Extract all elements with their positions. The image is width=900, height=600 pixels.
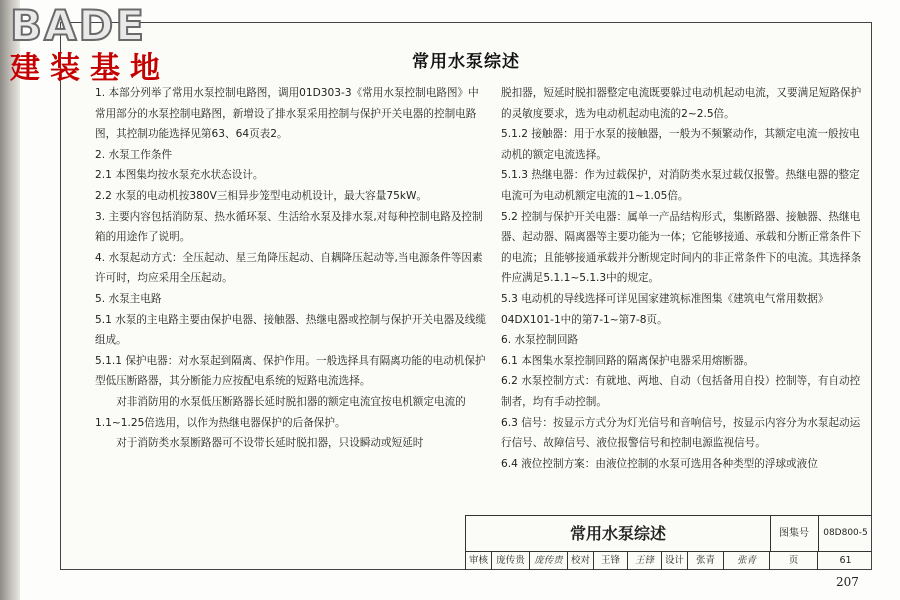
- paragraph: 对非消防用的水泵低压断路器长延时脱扣器的额定电流宜按电机额定电流的1.1~1.25倍选用，以作为热继电器保护的后备保护。: [95, 395, 466, 429]
- paragraph: 1. 本部分列举了常用水泵控制电路图，调用01D303-3《常用水泵控制电路图》中常用部分的水泵控制电路图，新增设了排水泵采用控制与保护开关电器的控制电路图，其控制功能选择见第63、64页表2。: [95, 87, 479, 141]
- paragraph: 6.2 水泵控制方式：有就地、两地、自动（包括备用自投）控制等，有自动控制者，均有手动控制。: [501, 375, 861, 408]
- atlas-number-label: 图集号: [770, 516, 819, 551]
- page-label: 页: [770, 552, 818, 570]
- reviewer-signature: 庞传贵: [530, 552, 568, 570]
- paragraph: 5.1 水泵的主电路主要由保护电器、接触器、热继电器或控制与保护开关电器及线缆组成。: [95, 313, 486, 347]
- paragraph: 2.2 水泵的电动机按380V三相异步笼型电动机设计，最大容量75kW。: [95, 189, 428, 202]
- paragraph: 5.1.3 热继电器：作为过载保护，对消防类水泵过载仅报警。热继电器的整定电流可为电动机额定电流的1~1.05倍。: [501, 169, 860, 202]
- paragraph: 对于消防类水泵断路器可不设带长延时脱扣器，只设瞬动或短延时: [116, 437, 424, 450]
- document-sheet: [60, 22, 872, 570]
- paragraph: 脱扣器，短延时脱扣器整定电流既要躲过电动机起动电流，又要满足短路保护的灵敏度要求，选为电动机起动电流的2~2.5倍。: [501, 87, 862, 120]
- paragraph: 5.1.2 接触器：用于水泵的接触器，一般为不频繁动作，其额定电流一般按电动机的额定电流选择。: [501, 128, 860, 161]
- document-title: 常用水泵综述: [412, 52, 520, 72]
- watermark-brand-en: BADE: [10, 1, 147, 50]
- check-label: 校对: [568, 552, 594, 570]
- left-text-column: [95, 83, 489, 454]
- paragraph: 2. 水泵工作条件: [95, 148, 173, 161]
- paragraph: 3. 主要内容包括消防泵、热水循环泵、生活给水泵及排水泵,对每种控制电路及控制箱的用途作了说明。: [95, 210, 483, 244]
- paragraph: 6.1 本图集水泵控制回路的隔离保护电器采用熔断器。: [501, 354, 755, 367]
- paragraph: 5.2 控制与保护开关电器：属单一产品结构形式，集断路器、接触器、热继电器、起动器、隔离器等主要功能为一体；它能够接通、承载和分断正常条件下的电流；且能够接通承载并分断规定时间内的非正常条件下的电流。其选择条件应满足5.1.1~5.1.3中的规定。: [501, 210, 862, 285]
- paragraph: 5.3 电动机的导线选择可详见国家建筑标准图集《建筑电气常用数据》04DX101-1中的第7-1~第7-8页。: [501, 292, 829, 326]
- book-page-number: 207: [836, 575, 859, 589]
- designer-signature: 张青: [724, 552, 770, 570]
- paragraph: 5. 水泵主电路: [95, 292, 162, 305]
- drawing-title-block: [465, 515, 872, 570]
- review-label: 审核: [466, 552, 492, 570]
- paragraph: 2.1 本图集均按水泵充水状态设计。: [95, 169, 264, 182]
- paragraph: 4. 水泵起动方式：全压起动、星三角降压起动、自耦降压起动等,当电源条件等因素许可时，均应采用全压起动。: [95, 251, 483, 285]
- checker-signature: 王锋: [628, 552, 662, 570]
- paragraph: 6.4 液位控制方案：由液位控制的水泵可选用各种类型的浮球或液位: [501, 457, 818, 470]
- reviewer-name: 庞传贵: [492, 552, 530, 570]
- book-spine-shadow: [0, 0, 20, 600]
- paragraph: 6.3 信号：按显示方式分为灯光信号和音响信号，按显示内容分为水泵起动运行信号、故障信号、液位报警信号和控制电源监视信号。: [501, 416, 861, 450]
- paragraph: 5.1.1 保护电器：对水泵起到隔离、保护作用。一般选择具有隔离功能的电动机保护型低压断路器，其分断能力应按配电系统的短路电流选择。: [95, 354, 486, 388]
- paragraph: 6. 水泵控制回路: [501, 334, 579, 347]
- design-label: 设计: [662, 552, 688, 570]
- watermark-brand-cn: 建装基地: [10, 51, 170, 86]
- sheet-page-number: 61: [839, 555, 852, 566]
- right-text-column: [501, 83, 863, 474]
- designer-name: 张青: [688, 552, 724, 570]
- atlas-number: 08D800-5: [823, 528, 868, 538]
- checker-name: 王锋: [594, 552, 628, 570]
- title-block-title: 常用水泵综述: [466, 516, 771, 551]
- watermark-logo: [10, 1, 180, 90]
